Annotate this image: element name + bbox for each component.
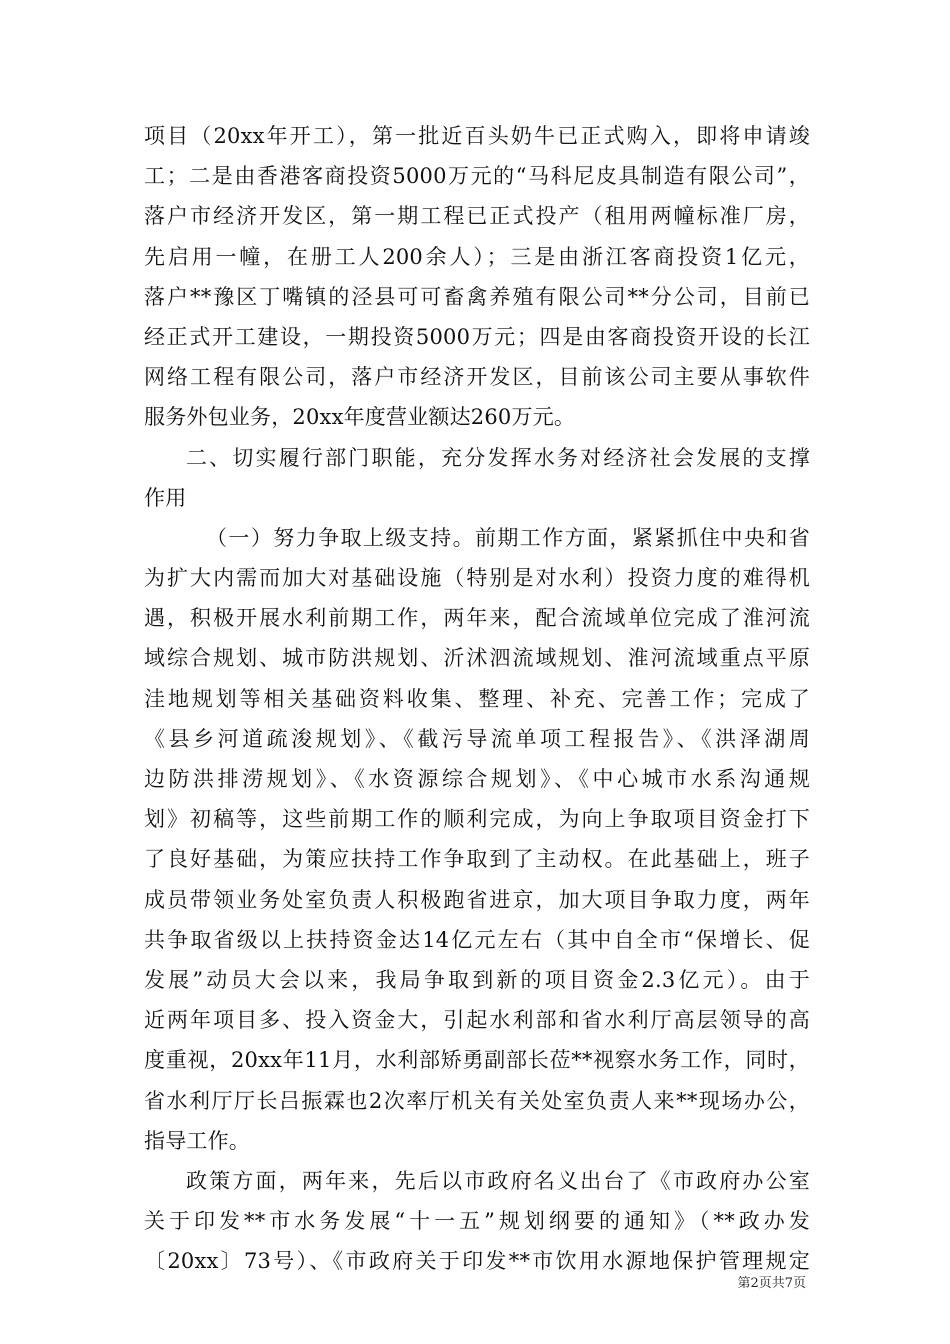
body-text	[144, 116, 810, 1281]
text-line: 了良好基础，为策应扶持工作争取到了主动权。在此基础上，班子	[144, 847, 810, 872]
text-line: 度重视，20xx年11月，水利部矫勇副部长莅**视察水务工作，同时，	[144, 1048, 810, 1073]
text-line: 服务外包业务，20xx年度营业额达260万元。	[144, 405, 576, 430]
text-line: 〔20xx〕73号）、《市政府关于印发**市饮用水源地保护管理规定	[144, 1249, 810, 1274]
text-line: 划》初稿等，这些前期工作的顺利完成，为向上争取项目资金打下	[144, 807, 810, 832]
text-line: 省水利厅厅长吕振霖也2次率厅机关有关处室负责人来**现场办公，	[144, 1088, 810, 1113]
text-line: 成员带领业务处室负责人积极跑省进京，加大项目争取力度，两年	[144, 887, 810, 912]
text-line: 项目（20xx年开工），第一批近百头奶牛已正式购入，即将申请竣	[144, 124, 810, 148]
section-heading-line: 二、切实履行部门职能，充分发挥水务对经济社会发展的支撑	[186, 445, 810, 470]
text-line: 遇，积极开展水利前期工作，两年来，配合流域单位完成了淮河流	[144, 606, 810, 631]
text-line: 落户市经济开发区，第一期工程已正式投产（租用两幢标准厂房，	[144, 204, 810, 229]
text-line: 边防洪排涝规划》、《水资源综合规划》、《中心城市水系沟通规	[144, 767, 810, 791]
text-line: 网络工程有限公司，落户市经济开发区，目前该公司主要从事软件	[144, 365, 810, 390]
text-line: 政策方面，两年来，先后以市政府名义出台了《市政府办公室	[186, 1168, 810, 1193]
text-line: 关于印发**市水务发展“十一五”规划纲要的通知》（**政办发	[144, 1209, 810, 1234]
text-line: 工；二是由香港客商投资5000万元的“马科尼皮具制造有限公司”，	[144, 164, 810, 189]
text-line: 先启用一幢，在册工人200余人）；三是由浙江客商投资1亿元，	[144, 244, 810, 269]
text-line: 近两年项目多、投入资金大，引起水利部和省水利厅高层领导的高	[144, 1008, 810, 1033]
text-line: （一）努力争取上级支持。前期工作方面，紧紧抓住中央和省	[206, 525, 810, 550]
section-heading-line: 作用	[144, 485, 187, 510]
text-line: 《县乡河道疏浚规划》、《截污导流单项工程报告》、《洪泽湖周	[144, 726, 810, 751]
text-line: 发展”动员大会以来，我局争取到新的项目资金2.3亿元）。由于	[144, 967, 810, 992]
text-line: 共争取省级以上扶持资金达14亿元左右（其中自全市“保增长、促	[144, 927, 810, 952]
text-line: 洼地规划等相关基础资料收集、整理、补充、完善工作；完成了	[144, 686, 810, 711]
text-line: 指导工作。	[144, 1128, 250, 1153]
page-number: 第2页共7页	[737, 1276, 806, 1291]
text-line: 域综合规划、城市防洪规划、沂沭泗流域规划、淮河流域重点平原	[144, 646, 810, 671]
text-line: 为扩大内需而加大对基础设施（特别是对水利）投资力度的难得机	[144, 566, 810, 591]
text-line: 落户**豫区丁嘴镇的泾县可可畜禽养殖有限公司**分公司，目前已	[144, 284, 810, 309]
text-line: 经正式开工建设，一期投资5000万元；四是由客商投资开设的长江	[144, 324, 810, 349]
